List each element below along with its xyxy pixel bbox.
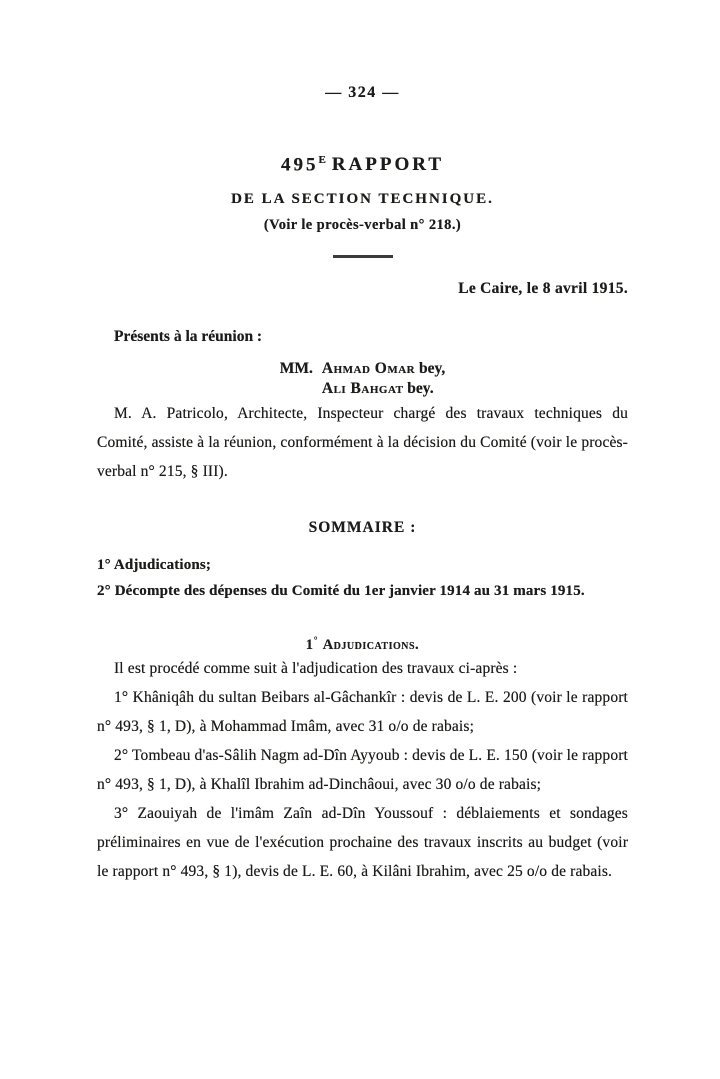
- adjudications-intro: Il est procédé comme suit à l'adjudication des travaux ci-après :: [114, 660, 518, 678]
- paragraph-patricolo: M. A. Patricolo, Architecte, Inspecteur chargé des travaux techniques du Comité, assiste à la réunion, conformément à la décision du Comité (voir le procès-verbal n° 215, § III).: [97, 405, 628, 481]
- attendance-members: [322, 359, 445, 399]
- heading-ordinal: °: [313, 635, 319, 646]
- attendance-member: [322, 379, 445, 399]
- proces-verbal-reference: (Voir le procès-verbal n° 218.): [263, 217, 462, 234]
- attendance-prefix: MM.: [279, 360, 313, 378]
- sommaire-heading: SOMMAIRE :: [308, 519, 417, 537]
- heading-number: 1: [305, 637, 314, 654]
- adjudications-heading: [97, 635, 628, 654]
- report-number: 495: [280, 154, 319, 176]
- title-divider: [333, 255, 393, 258]
- adjudication-item: 1° Khâniqâh du sultan Beibars al-Gâchankîr : devis de L. E. 200 (voir le rapport n° 493, § 1, D), à Mohammad Imâm, avec 31 o/o de rabais;: [97, 689, 628, 736]
- report-title: [97, 154, 628, 176]
- dateline: Le Caire, le 8 avril 1915.: [458, 280, 628, 298]
- sommaire-item: 2° Décompte des dépenses du Comité du 1er janvier 1914 au 31 mars 1915.: [97, 583, 585, 600]
- member-name: Ahmad Omar: [321, 360, 416, 378]
- adjudication-item: 3° Zaouiyah de l'imâm Zaîn ad-Dîn Youssouf : déblaiements et sondages préliminaires en vue de l'exécution prochaine des travaux inscrits au budget (voir le rapport n° 493, § 1), devis de L. E. 60, à Kilâni Ibrahim, avec 25 o/o de rabais.: [97, 805, 628, 881]
- heading-label: Adjudications.: [322, 637, 420, 654]
- sommaire-item: 1° Adjudications;: [97, 557, 211, 574]
- attendance-list: [97, 359, 628, 399]
- sommaire-list: [97, 552, 628, 604]
- attendance-intro: Présents à la réunion :: [114, 328, 263, 346]
- member-suffix: bey,: [415, 360, 446, 378]
- report-title-label: RAPPORT: [331, 154, 444, 176]
- report-number-ordinal: E: [318, 154, 326, 166]
- page-number: — 324 —: [325, 84, 400, 101]
- member-name: Ali Bahgat: [321, 380, 404, 398]
- attendance-member: [322, 359, 445, 379]
- member-suffix: bey.: [403, 380, 434, 398]
- section-subtitle: DE LA SECTION TECHNIQUE.: [231, 191, 494, 208]
- adjudication-item: 2° Tombeau d'as-Sâlih Nagm ad-Dîn Ayyoub : devis de L. E. 150 (voir le rapport n° 493, § 1, D), à Khalîl Ibrahim ad-Dinchâoui, avec 30 o/o de rabais;: [97, 747, 628, 794]
